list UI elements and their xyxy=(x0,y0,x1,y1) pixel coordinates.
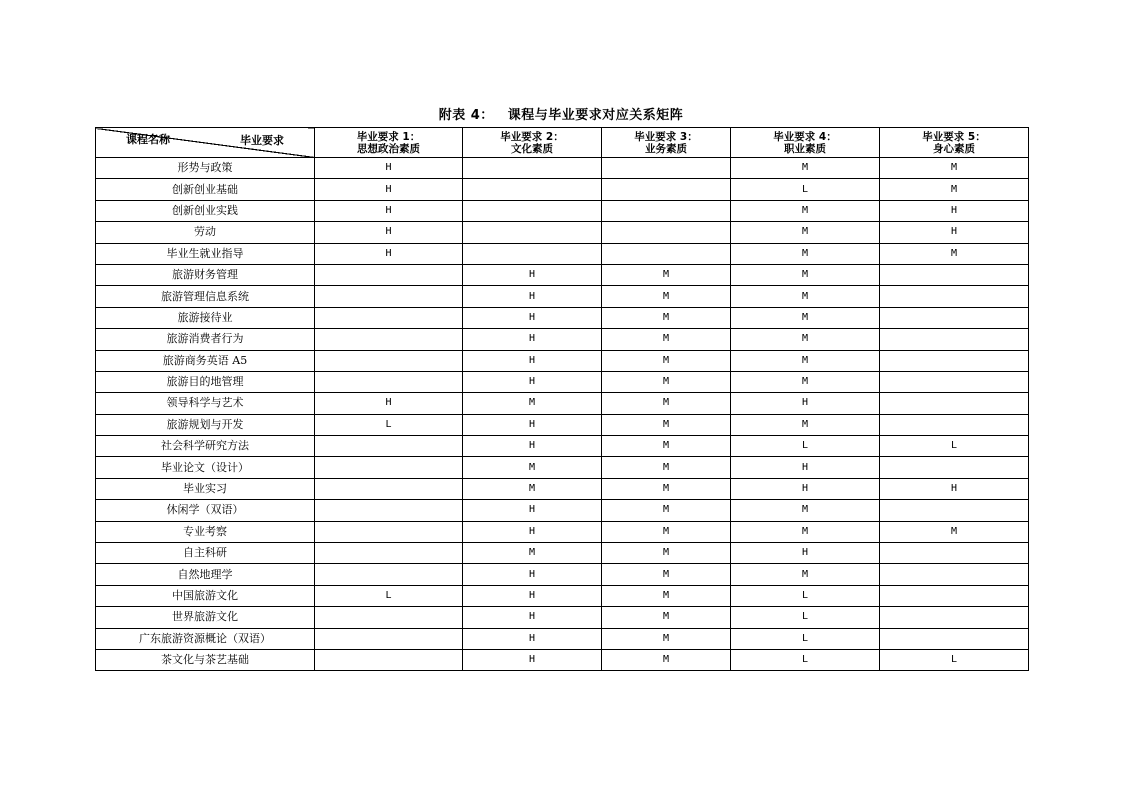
requirement-2-level-cell: H xyxy=(463,628,602,649)
requirement-4-level-cell: M xyxy=(731,200,880,221)
table-row xyxy=(96,521,1029,542)
course-name-cell: 旅游目的地管理 xyxy=(96,371,315,392)
course-name-cell: 领导科学与艺术 xyxy=(96,393,315,414)
requirement-1-level-cell xyxy=(315,628,463,649)
requirement-3-level-cell: M xyxy=(602,478,731,499)
requirement-5-level-cell: M xyxy=(880,179,1029,200)
course-name-cell: 旅游财务管理 xyxy=(96,264,315,285)
requirement-5-level-cell: M xyxy=(880,521,1029,542)
requirement-2-level-cell: M xyxy=(463,393,602,414)
requirement-5-level-cell xyxy=(880,564,1029,585)
requirement-1-level-cell xyxy=(315,564,463,585)
table-row xyxy=(96,457,1029,478)
requirement-4-level-cell: L xyxy=(731,179,880,200)
requirement-3-level-cell xyxy=(602,243,731,264)
requirement-2-level-cell xyxy=(463,179,602,200)
requirement-1-level-cell xyxy=(315,543,463,564)
requirement-4-level-cell: L xyxy=(731,649,880,670)
requirement-4-level-cell: L xyxy=(731,585,880,606)
table-row xyxy=(96,414,1029,435)
requirement-5-level-cell: L xyxy=(880,436,1029,457)
requirement-1-level-cell xyxy=(315,307,463,328)
requirement-4-level-cell: M xyxy=(731,264,880,285)
table-row xyxy=(96,329,1029,350)
requirement-5-level-cell xyxy=(880,371,1029,392)
requirement-4-level-cell: M xyxy=(731,521,880,542)
requirement-4-level-cell: M xyxy=(731,329,880,350)
requirement-3-level-cell: M xyxy=(602,414,731,435)
requirement-3-level-cell: M xyxy=(602,500,731,521)
requirement-5-level-cell xyxy=(880,607,1029,628)
requirement-5-level-cell: L xyxy=(880,649,1029,670)
requirement-2-level-cell: H xyxy=(463,521,602,542)
course-name-cell: 专业考察 xyxy=(96,521,315,542)
requirement-4-level-cell: L xyxy=(731,436,880,457)
requirement-2-level-cell: M xyxy=(463,478,602,499)
course-name-cell: 创新创业基础 xyxy=(96,179,315,200)
requirement-1-level-cell xyxy=(315,457,463,478)
column-header-line2: 职业素质 xyxy=(784,142,826,155)
table-row xyxy=(96,350,1029,371)
requirement-1-level-cell xyxy=(315,371,463,392)
course-name-cell: 创新创业实践 xyxy=(96,200,315,221)
table-row xyxy=(96,264,1029,285)
table-row xyxy=(96,436,1029,457)
requirement-3-level-cell: M xyxy=(602,521,731,542)
requirement-2-level-cell: H xyxy=(463,264,602,285)
requirement-4-level-cell: L xyxy=(731,607,880,628)
requirement-2-level-cell xyxy=(463,158,602,179)
title-text: 课程与毕业要求对应关系矩阵 xyxy=(507,108,684,123)
requirement-3-level-cell: M xyxy=(602,329,731,350)
column-header-line1: 毕业要求 1： xyxy=(356,130,421,143)
requirement-3-level-cell: M xyxy=(602,436,731,457)
column-header-line1: 毕业要求 2： xyxy=(500,130,564,143)
column-header-req3 xyxy=(602,128,731,158)
course-name-cell: 毕业生就业指导 xyxy=(96,243,315,264)
requirement-1-level-cell xyxy=(315,649,463,670)
requirement-matrix-table xyxy=(95,127,1029,671)
requirement-4-level-cell: M xyxy=(731,307,880,328)
requirement-4-level-cell: M xyxy=(731,222,880,243)
table-row xyxy=(96,393,1029,414)
course-name-cell: 旅游商务英语 A5 xyxy=(96,350,315,371)
requirement-4-level-cell: H xyxy=(731,457,880,478)
column-header-line2: 身心素质 xyxy=(933,142,975,155)
requirement-4-level-cell: H xyxy=(731,543,880,564)
course-name-cell: 广东旅游资源概论（双语） xyxy=(96,628,315,649)
requirement-3-level-cell: M xyxy=(602,564,731,585)
requirement-4-level-cell: M xyxy=(731,350,880,371)
requirement-5-level-cell xyxy=(880,414,1029,435)
requirement-3-level-cell: M xyxy=(602,457,731,478)
requirement-3-level-cell: M xyxy=(602,543,731,564)
requirement-1-level-cell xyxy=(315,607,463,628)
column-header-line1: 毕业要求 4： xyxy=(773,130,837,143)
course-name-cell: 中国旅游文化 xyxy=(96,585,315,606)
requirement-2-level-cell: H xyxy=(463,564,602,585)
column-header-line2: 文化素质 xyxy=(511,142,553,155)
requirement-5-level-cell xyxy=(880,543,1029,564)
requirement-2-level-cell: M xyxy=(463,543,602,564)
requirement-4-level-cell: M xyxy=(731,371,880,392)
requirement-2-level-cell: H xyxy=(463,436,602,457)
column-header-req5 xyxy=(880,128,1029,158)
requirement-1-level-cell: L xyxy=(315,585,463,606)
requirement-3-level-cell: M xyxy=(602,371,731,392)
requirement-5-level-cell xyxy=(880,286,1029,307)
table-row xyxy=(96,222,1029,243)
requirement-2-level-cell: H xyxy=(463,371,602,392)
corner-header-cell xyxy=(96,128,315,158)
requirement-2-level-cell: H xyxy=(463,649,602,670)
requirement-2-level-cell: H xyxy=(463,350,602,371)
requirement-1-level-cell xyxy=(315,521,463,542)
requirement-2-level-cell xyxy=(463,222,602,243)
course-name-cell: 自然地理学 xyxy=(96,564,315,585)
requirement-5-level-cell xyxy=(880,628,1029,649)
column-header-line1: 毕业要求 5： xyxy=(922,130,986,143)
table-row xyxy=(96,585,1029,606)
course-name-cell: 自主科研 xyxy=(96,543,315,564)
requirement-2-level-cell: H xyxy=(463,329,602,350)
requirement-2-level-cell: M xyxy=(463,457,602,478)
corner-requirement-label: 毕业要求 xyxy=(240,134,284,147)
requirement-5-level-cell xyxy=(880,457,1029,478)
requirement-1-level-cell: H xyxy=(315,393,463,414)
course-name-cell: 旅游消费者行为 xyxy=(96,329,315,350)
requirement-3-level-cell xyxy=(602,222,731,243)
table-row xyxy=(96,286,1029,307)
requirement-4-level-cell: H xyxy=(731,393,880,414)
requirement-2-level-cell: H xyxy=(463,607,602,628)
requirement-3-level-cell: M xyxy=(602,628,731,649)
requirement-1-level-cell xyxy=(315,350,463,371)
requirement-1-level-cell: H xyxy=(315,158,463,179)
requirement-5-level-cell xyxy=(880,350,1029,371)
requirement-5-level-cell: H xyxy=(880,478,1029,499)
requirement-3-level-cell: M xyxy=(602,607,731,628)
requirement-4-level-cell: H xyxy=(731,478,880,499)
table-row xyxy=(96,543,1029,564)
requirement-1-level-cell xyxy=(315,286,463,307)
course-name-cell: 毕业论文（设计） xyxy=(96,457,315,478)
table-body xyxy=(96,158,1029,671)
requirement-1-level-cell: H xyxy=(315,222,463,243)
requirement-4-level-cell: M xyxy=(731,158,880,179)
table-row xyxy=(96,628,1029,649)
title-prefix: 附表 4： xyxy=(438,108,494,123)
requirement-5-level-cell: M xyxy=(880,243,1029,264)
requirement-3-level-cell xyxy=(602,179,731,200)
requirement-1-level-cell: L xyxy=(315,414,463,435)
course-name-cell: 毕业实习 xyxy=(96,478,315,499)
table-row xyxy=(96,649,1029,670)
course-name-cell: 社会科学研究方法 xyxy=(96,436,315,457)
table-row xyxy=(96,607,1029,628)
requirement-1-level-cell: H xyxy=(315,200,463,221)
requirement-5-level-cell xyxy=(880,307,1029,328)
requirement-1-level-cell xyxy=(315,329,463,350)
requirement-5-level-cell: H xyxy=(880,222,1029,243)
column-header-req4 xyxy=(731,128,880,158)
requirement-3-level-cell: M xyxy=(602,286,731,307)
requirement-4-level-cell: M xyxy=(731,414,880,435)
requirement-3-level-cell: M xyxy=(602,393,731,414)
requirement-5-level-cell xyxy=(880,500,1029,521)
requirement-5-level-cell: M xyxy=(880,158,1029,179)
requirement-5-level-cell xyxy=(880,264,1029,285)
table-row xyxy=(96,158,1029,179)
requirement-4-level-cell: M xyxy=(731,500,880,521)
column-header-req1 xyxy=(315,128,463,158)
requirement-2-level-cell: H xyxy=(463,286,602,307)
requirement-3-level-cell: M xyxy=(602,585,731,606)
table-header-row xyxy=(96,128,1029,158)
requirement-2-level-cell: H xyxy=(463,414,602,435)
requirement-3-level-cell: M xyxy=(602,350,731,371)
requirement-3-level-cell: M xyxy=(602,264,731,285)
requirement-2-level-cell: H xyxy=(463,500,602,521)
requirement-5-level-cell xyxy=(880,329,1029,350)
requirement-1-level-cell xyxy=(315,436,463,457)
requirement-4-level-cell: L xyxy=(731,628,880,649)
corner-course-label: 课程名称 xyxy=(126,133,170,146)
table-row xyxy=(96,500,1029,521)
page-title xyxy=(0,104,1122,123)
table-row xyxy=(96,371,1029,392)
requirement-1-level-cell xyxy=(315,478,463,499)
requirement-4-level-cell: M xyxy=(731,286,880,307)
requirement-4-level-cell: M xyxy=(731,243,880,264)
requirement-5-level-cell: H xyxy=(880,200,1029,221)
requirement-4-level-cell: M xyxy=(731,564,880,585)
table-row xyxy=(96,307,1029,328)
table-row xyxy=(96,564,1029,585)
course-name-cell: 茶文化与茶艺基础 xyxy=(96,649,315,670)
column-header-line1: 毕业要求 3： xyxy=(634,130,698,143)
requirement-1-level-cell xyxy=(315,264,463,285)
course-name-cell: 休闲学（双语） xyxy=(96,500,315,521)
column-header-line2: 业务素质 xyxy=(645,142,687,155)
table-row xyxy=(96,179,1029,200)
requirement-2-level-cell: H xyxy=(463,307,602,328)
requirement-3-level-cell xyxy=(602,200,731,221)
requirement-3-level-cell xyxy=(602,158,731,179)
requirement-5-level-cell xyxy=(880,393,1029,414)
requirement-1-level-cell xyxy=(315,500,463,521)
requirement-1-level-cell: H xyxy=(315,243,463,264)
course-name-cell: 旅游接待业 xyxy=(96,307,315,328)
requirement-3-level-cell: M xyxy=(602,649,731,670)
column-header-req2 xyxy=(463,128,602,158)
course-name-cell: 劳动 xyxy=(96,222,315,243)
requirement-2-level-cell: H xyxy=(463,585,602,606)
course-name-cell: 世界旅游文化 xyxy=(96,607,315,628)
requirement-2-level-cell xyxy=(463,200,602,221)
table-row xyxy=(96,200,1029,221)
course-name-cell: 旅游规划与开发 xyxy=(96,414,315,435)
course-name-cell: 旅游管理信息系统 xyxy=(96,286,315,307)
requirement-1-level-cell: H xyxy=(315,179,463,200)
requirement-2-level-cell xyxy=(463,243,602,264)
table-row xyxy=(96,243,1029,264)
column-header-line2: 思想政治素质 xyxy=(357,142,420,155)
requirement-3-level-cell: M xyxy=(602,307,731,328)
requirement-5-level-cell xyxy=(880,585,1029,606)
table-row xyxy=(96,478,1029,499)
course-name-cell: 形势与政策 xyxy=(96,158,315,179)
